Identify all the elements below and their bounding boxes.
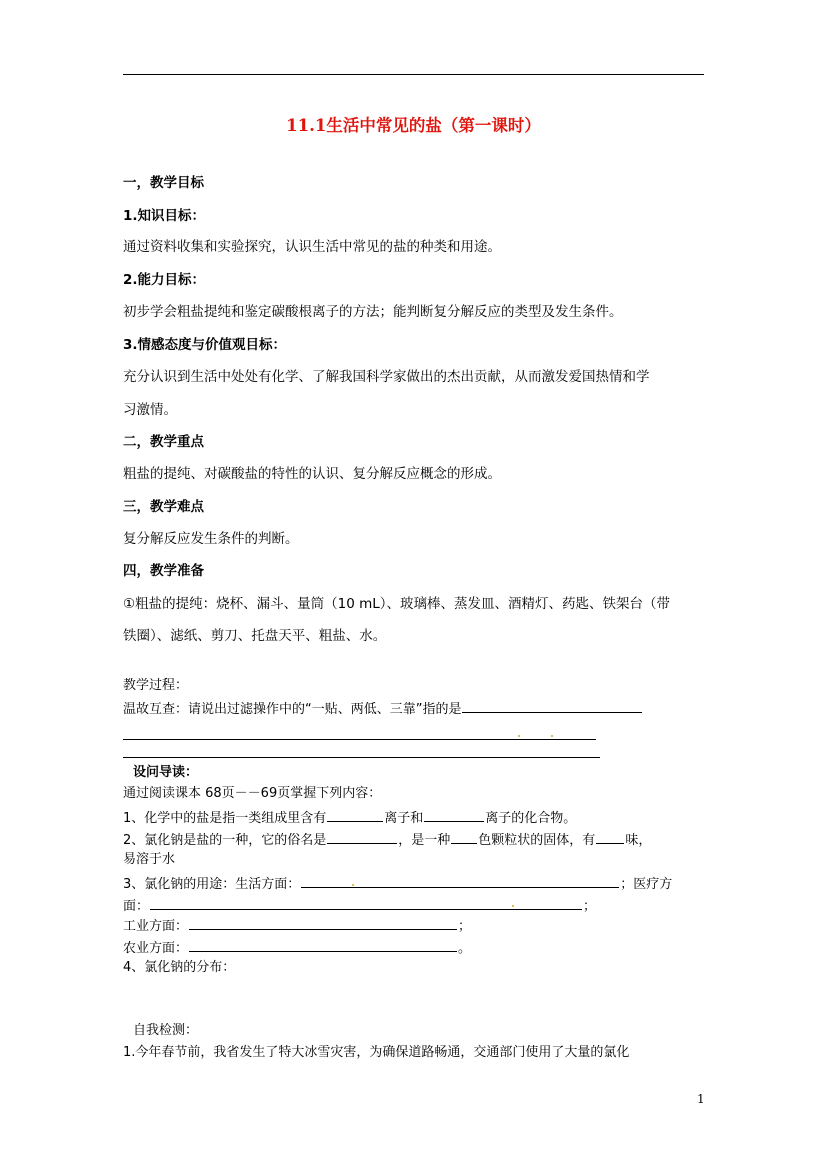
answer-blank[interactable] (301, 873, 619, 888)
attitude-text-line1: 充分认识到生活中处处有化学、了解我国科学家做出的杰出贡献，从而激发爱国热情和学 (123, 369, 650, 385)
q2-text-c: 色颗粒状的固体，有 (478, 833, 596, 848)
guide-heading: 设问导读： (133, 765, 199, 780)
review-question-text: 温故互查：请说出过滤操作中的“一贴、两低、三靠”指的是 (123, 702, 462, 717)
process-label: 教学过程： (123, 678, 189, 693)
agriculture-end: 。 (458, 941, 472, 956)
subheading-attitude: 3.情感态度与价值观目标： (123, 337, 287, 353)
answer-blank[interactable] (596, 829, 624, 844)
page-title: 11.1生活中常见的盐（第一课时） (286, 116, 541, 135)
difficulties-text: 复分解反应发生条件的判断。 (123, 531, 299, 547)
answer-blank[interactable] (327, 829, 397, 844)
question-3-industry (123, 915, 471, 936)
agriculture-label: 农业方面： (123, 941, 189, 956)
question-4: 4、氯化钠的分布： (123, 960, 236, 975)
subheading-knowledge: 1.知识目标： (123, 208, 206, 224)
section-heading-difficulties: 三，教学难点 (123, 499, 204, 515)
answer-blank[interactable] (451, 829, 477, 844)
answer-blank[interactable] (424, 807, 484, 822)
question-1 (123, 807, 576, 828)
section-heading-preparation: 四，教学准备 (123, 563, 204, 579)
selfcheck-heading: 自我检测： (133, 1023, 199, 1038)
question-3 (123, 873, 672, 894)
q3-text-c: 面： (123, 899, 150, 914)
question-3-medical (123, 895, 596, 916)
answer-blank[interactable] (462, 698, 642, 713)
page-number: 1 (697, 1092, 705, 1106)
industry-label: 工业方面： (123, 919, 189, 934)
guide-intro: 通过阅读课本 68页－－69页掌握下列内容： (123, 786, 382, 801)
question-2 (123, 829, 651, 850)
section-heading-key-points: 二，教学重点 (123, 434, 204, 450)
attitude-text-line2: 习激情。 (123, 402, 177, 418)
q3-text-b: ；医疗方 (620, 877, 673, 892)
q2-text-b: ，是一种 (398, 833, 451, 848)
key-points-text: 粗盐的提纯、对碳酸盐的特性的认识、复分解反应概念的形成。 (123, 466, 501, 482)
subheading-ability: 2.能力目标： (123, 272, 206, 288)
q1-text-c: 离子的化合物。 (485, 811, 577, 826)
answer-blank[interactable] (150, 895, 582, 910)
answer-blank[interactable] (189, 915, 457, 930)
question-2-continued: 易溶于水 (123, 852, 176, 867)
answer-line[interactable] (123, 739, 596, 740)
speck (512, 905, 514, 907)
section-heading-objectives: 一，教学目标 (123, 175, 204, 191)
header-rule (123, 74, 704, 75)
knowledge-text: 通过资料收集和实验探究，认识生活中常见的盐的种类和用途。 (123, 239, 501, 255)
preparation-text-line1: ①粗盐的提纯：烧杯、漏斗、量筒（10 mL）、玻璃棒、蒸发皿、酒精灯、药匙、铁架台（带 (123, 596, 670, 612)
answer-blank[interactable] (189, 937, 457, 952)
q3-text-a: 3、氯化钠的用途：生活方面： (123, 877, 301, 892)
answer-blank[interactable] (327, 807, 383, 822)
review-question (123, 698, 643, 719)
question-3-agriculture (123, 937, 471, 958)
speck (551, 735, 553, 737)
answer-line[interactable] (123, 757, 600, 758)
industry-end: ； (458, 919, 472, 934)
speck (352, 884, 354, 886)
q1-text-a: 1、化学中的盐是指一类组成里含有 (123, 811, 327, 826)
ability-text: 初步学会粗盐提纯和鉴定碳酸根离子的方法；能判断复分解反应的类型及发生条件。 (123, 304, 623, 320)
q3-text-d: ； (583, 899, 597, 914)
preparation-text-line2: 铁圈）、滤纸、剪刀、托盘天平、粗盐、水。 (123, 628, 387, 644)
q2-text-a: 2、氯化钠是盐的一种，它的俗名是 (123, 833, 327, 848)
q1-text-b: 离子和 (384, 811, 424, 826)
selfcheck-question-1: 1.今年春节前，我省发生了特大冰雪灾害，为确保道路畅通，交通部门使用了大量的氯化 (123, 1045, 630, 1060)
q2-text-d: 味， (625, 833, 652, 848)
speck (518, 735, 520, 737)
